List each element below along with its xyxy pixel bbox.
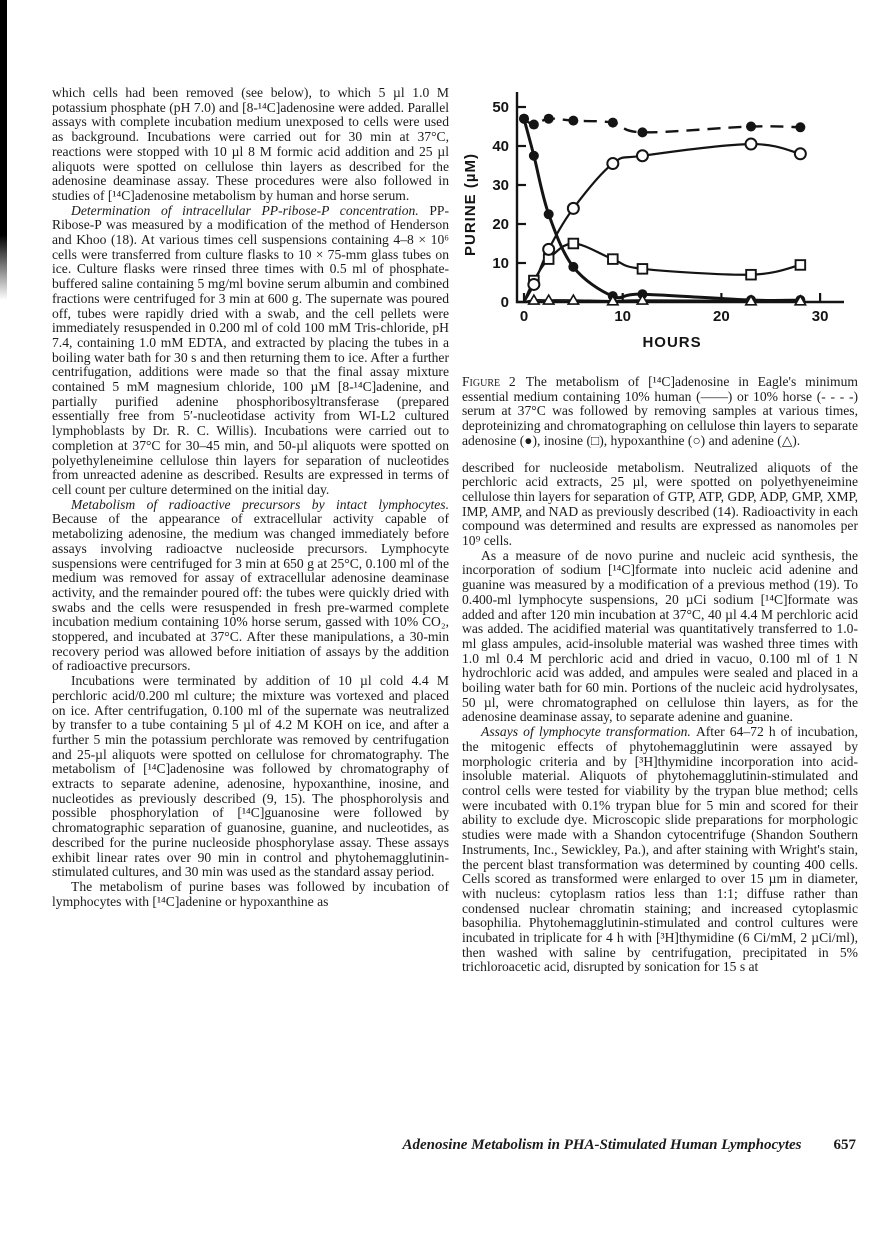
marker-filled-circle [544,209,554,219]
marker-open-square [638,264,648,274]
x-axis-title: HOURS [642,334,702,351]
figure-2-caption [462,375,858,449]
marker-open-circle [795,148,806,159]
marker-filled-circle [568,116,578,126]
figure-2 [462,84,858,449]
paragraph-lead: Metabolism of radioactive precursors by intact lymphocytes. [71,496,449,512]
marker-open-square [608,254,618,264]
marker-filled-circle [795,122,805,132]
paragraph: described for nucleoside metabolism. Neutralized aliquots of the perchloric acid extracts, 25 µl, were spotted on polyethyeneimine cellulose thin layers for separation of GTP, ATP, GDP, ADP, GMP, XMP, IMP, AMP, and NAD as previously described (14). Radioactivity in each compound was determined and results are expressed as nanomoles per 10⁹ cells. [462,459,858,549]
marker-filled-circle [637,127,647,137]
marker-open-circle [607,158,618,169]
paragraph-lead: Determination of intracellular PP-ribose-P concentration. [71,202,430,218]
paragraph: The metabolism of purine bases was followed by incubation of lymphocytes with [¹⁴C]adenine or hypoxanthine as [52,878,449,909]
paragraph: Metabolism of radioactive precursors by intact lymphocytes. Because of the appearance of extracellular activity capable of metabolizing adenosine, the medium was changed immediately before assays involving radioactve nucleoside precursors. Lymphocyte suspensions were centrifuged for 3 min at 650 g at 25°C, 0.100 ml of the medium was removed for assay of extracellular adenosine deaminase activity, and the remainder poured off: the tubes were quickly dried with swabs and the cells were resuspended in fresh pre-warmed complete incubation medium containing 10% horse serum, gassed with 10% CO₂, stoppered, and incubated at 37°C. After these manipulations, a 30-min recovery period was allowed before initiation of assays by the addition of radioactive precursors. [52,496,449,674]
x-tick-label: 20 [713,308,730,325]
y-tick-label: 20 [492,216,509,233]
marker-open-circle [637,150,648,161]
series-line-1 [524,119,800,133]
x-tick-label: 30 [811,308,829,325]
y-tick-label: 0 [500,294,509,311]
right-column [462,84,858,975]
y-tick-label: 50 [492,99,509,116]
left-column [52,86,449,909]
paragraph: As a measure of de novo purine and nucleic acid synthesis, the incorporation of sodium [¹⁴C]formate into nucleic acid adenine and guanine was measured by a modification of a previous method (19). To 0.400-ml lymphocyte suspensions, 20 µCi sodium [¹⁴C]formate was added and after 120 min incubation at 37°C, 40 µl 4.4 M perchloric acid was added. The acidified material was quantitatively transferred to 1.0-ml glass ampules, acid-insoluble material was washed three times with 1.0 ml 0.4 M perchloric acid and dried in vacuo, 0.100 ml of 1 N hydrochloric acid was added, and ampules were sealed and placed in a boiling water bath for 60 min. Portions of the nucleic acid hydrolysates, 50 µl, were chromatographed on cellulose thin layers, as for the adenosine deaminase assay, to separate adenine and guanine. [462,547,858,725]
paragraph: Assays of lymphocyte transformation. After 64–72 h of incubation, the mitogenic effects of phytohemagglutinin were assayed by morphologic criteria and by [³H]thymidine incorporation into acid-insoluble material. Aliquots of phytohemagglutinin-stimulated and control cells were tested for viability by the trypan blue method; cells were incubated with 0.1% trypan blue for 5 min and scored for their ability to exclude dye. Microscopic slide preparations for morphologic studies were made with a Shandon cytocentrifuge (Shandon Southern Instruments, Inc., Sewickley, Pa.), and after staining with Wright's stain, the percent blast transformation was determined by counting 400 cells. Cells scored as transformed were enlarged to over 15 µm in diameter, with nucleus: cytoplasm ratios less than 1:1; diffuse rather than condensed nuclear chromatin staining; and increased cytoplasmic basophilia. Phytohemagglutinin-stimulated and control cultures were incubated in triplicate for 4 h with [³H]thymidine (6 Ci/mM, 2 µCi/ml), then washed with saline by centrifugation, precipitated in 5% trichloroacetic acid, disrupted by sonication for 15 s at [462,724,858,975]
y-tick-label: 10 [492,255,509,272]
paragraph: Incubations were terminated by addition of 10 µl cold 4.4 M perchloric acid/0.200 ml culture; the mixture was vortexed and placed on ice. After centrifugation, 0.100 ml of the supernate was neutralized by transfer to a tube containing 5 µl of 4.2 M KOH on ice, and after a further 5 min the potassium perchlorate was removed by centrifugation and 25-µl aliquots were spotted on cellulose for chromatography. The metabolism of [¹⁴C]adenosine was followed by chromatography of extracts to separate adenine, adenosine, hypoxanthine, inosine, and nucleotides as previously described (9, 15). The phosphorolysis and possible phosphorylation of [¹⁴C]guanosine were followed by chromatographic separation of guanosine, guanine, and nucleotides, as described for the purine nucleoside phosphorylase assay. These assays exhibit linear rates over 90 min in control and phytohemagglutinin-stimulated cultures, and 30 min was used as the standard assay period. [52,673,449,880]
x-tick-label: 0 [519,308,529,325]
y-tick-label: 40 [492,138,509,155]
marker-open-circle [746,139,757,150]
figure-label: Figure 2 [462,374,516,389]
marker-open-circle [543,244,554,255]
page-number: 657 [833,1137,856,1153]
paragraph: Determination of intracellular PP-ribose-P concentration. PP-Ribose-P was measured by a modification of the method of Henderson and Khoo (18). At various times cell suspensions containing 4–8 × 10⁶ cells were transferred from culture flasks to 10 × 75-mm glass tubes on ice. Culture flasks were rinsed three times with 0.5 ml of phosphate-buffered saline containing 5 mg/ml bovine serum albumin and combined fractions were centrifuged for 3 min at 600 g. The supernate was poured off, tubes were rapidly dried with a swab, and the cell pellets were immediately resuspended in 0.200 ml of cold 100 mM Tris-chloride, pH 7.4, containing 1.0 mM EDTA, and extracted by placing the tubes in a boiling water bath for 30 s and then returning them to ice. After a further centrifugation, additions were made so that the final assay mixture contained 5 mM magnesium chloride, 100 µM [8-¹⁴C]adenine, and partially purified adenine phosphoribosyltransferase (prepared essentially free from 5′-nucleotidase activity from WI-L2 cultured lymphoblasts by Dr. R. C. Willis). Incubations were carried out to completion at 37°C for 30–45 min, and 50-µl aliquots were spotted on polyethyleneimine cellulose thin layers for separation of nucleotides from unreacted adenine as described. Results are expressed in terms of cell count per culture determined on the initial day. [52,202,449,497]
marker-filled-circle [608,118,618,128]
marker-filled-circle [529,120,539,130]
scan-edge-artifact [0,0,7,305]
paragraph: which cells had been removed (see below), to which 5 µl 1.0 M potassium phosphate (pH 7.0) and [8-¹⁴C]adenosine were added. Parallel assays with complete incubation medium unexposed to cells were used as background. Incubations were carried out for 30 min at 37°C, reactions were stopped with 10 µl 8 M formic acid addition and 25 µl aliquots were spotted on cellulose thin layers as described for the adenosine deaminase assay. These procedures were also followed in studies of [¹⁴C]adenosine metabolism by human and horse serum. [52,85,449,203]
right-column-text [462,461,858,976]
marker-open-circle [528,279,539,290]
figure-2-chart [462,84,858,370]
marker-filled-circle [568,262,578,272]
marker-open-square [746,270,756,280]
running-footer [0,1138,856,1153]
x-tick-label: 10 [614,308,632,325]
figure-caption-text: The metabolism of [¹⁴C]adenosine in Eagle's minimum essential medium containing 10% human (——) or 10% horse (- - - -) serum at 37°C was followed by removing samples at various times, deproteinizing and chromatographing on cellulose thin layers to separate adenosine (●), inosine (□), hypoxanthine (○) and adenine (△). [462,374,858,448]
marker-filled-circle [529,151,539,161]
y-tick-label: 30 [492,177,509,194]
marker-filled-circle [519,114,529,124]
marker-open-circle [568,203,579,214]
marker-open-square [796,260,806,270]
marker-filled-circle [746,122,756,132]
paragraph-lead: Assays of lymphocyte transformation. [481,724,696,740]
marker-filled-circle [544,114,554,124]
marker-open-square [569,239,579,249]
series-line-3 [524,144,800,302]
y-axis-title: PURINE (µM) [462,153,479,256]
running-title: Adenosine Metabolism in PHA-Stimulated Human Lymphocytes [402,1137,802,1153]
